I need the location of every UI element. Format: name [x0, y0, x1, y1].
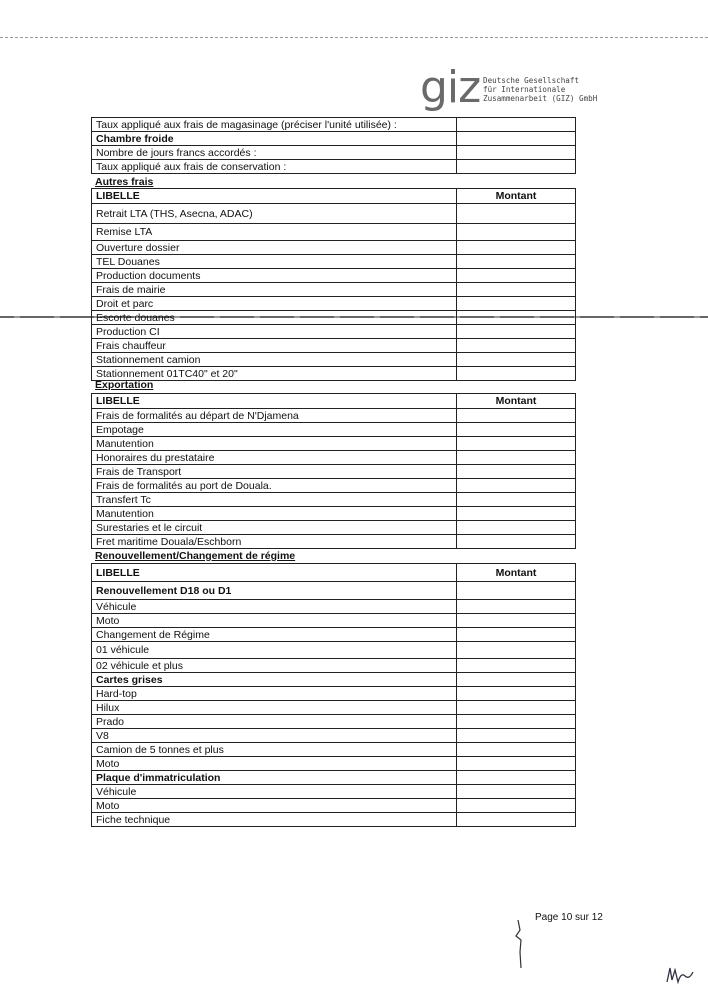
table-row [92, 297, 576, 311]
amount-cell [457, 297, 576, 311]
amount-cell [457, 423, 576, 437]
amount-cell [457, 283, 576, 297]
amount-cell [457, 771, 576, 785]
header-libelle: LIBELLE [92, 564, 457, 582]
row-label: Hard-top [92, 687, 457, 701]
initial-mark-icon [510, 918, 530, 970]
table-row [92, 785, 576, 799]
row-label: Camion de 5 tonnes et plus [92, 743, 457, 757]
giz-logo-mark: giz [420, 62, 481, 113]
table-row [92, 729, 576, 743]
row-label: Surestaries et le circuit [92, 521, 457, 535]
row-label: Plaque d'immatriculation [92, 771, 457, 785]
amount-cell [457, 582, 576, 600]
amount-cell [457, 325, 576, 339]
row-label: Renouvellement D18 ou D1 [92, 582, 457, 600]
amount-cell [457, 465, 576, 479]
header-montant: Montant [457, 394, 576, 409]
amount-cell [457, 118, 576, 132]
table-row [92, 353, 576, 367]
table-row [92, 241, 576, 255]
section-title-autres-frais: Autres frais [95, 176, 154, 188]
row-label: Prado [92, 715, 457, 729]
header-libelle: LIBELLE [92, 189, 457, 204]
table-row [92, 757, 576, 771]
amount-cell [457, 813, 576, 827]
table-row [92, 146, 576, 160]
section-title-renouvellement: Renouvellement/Changement de régime [95, 550, 296, 562]
table-row [92, 799, 576, 813]
row-label: Taux appliqué aux frais de magasinage (préciser l'unité utilisée) : [92, 118, 457, 132]
amount-cell [457, 451, 576, 465]
row-label: Hilux [92, 701, 457, 715]
amount-cell [457, 146, 576, 160]
row-label: Véhicule [92, 785, 457, 799]
row-label: Droit et parc [92, 297, 457, 311]
table-header [92, 394, 576, 409]
table-row [92, 600, 576, 614]
table-row [92, 535, 576, 549]
header-montant: Montant [457, 189, 576, 204]
row-label: Empotage [92, 423, 457, 437]
amount-cell [457, 255, 576, 269]
amount-cell [457, 160, 576, 174]
amount-cell [457, 701, 576, 715]
row-label: Frais chauffeur [92, 339, 457, 353]
amount-cell [457, 614, 576, 628]
table-row [92, 628, 576, 642]
row-label: Fiche technique [92, 813, 457, 827]
table-header [92, 189, 576, 204]
row-label: Manutention [92, 507, 457, 521]
row-label: Fret maritime Douala/Eschborn [92, 535, 457, 549]
header-libelle: LIBELLE [92, 394, 457, 409]
table-row [92, 642, 576, 659]
logo-line-1: Deutsche Gesellschaft [483, 76, 580, 85]
amount-cell [457, 687, 576, 701]
row-label: Stationnement camion [92, 353, 457, 367]
row-label: Frais de formalités au départ de N'Djamena [92, 409, 457, 423]
table-row [92, 614, 576, 628]
amount-cell [457, 535, 576, 549]
row-label: Moto [92, 614, 457, 628]
table-row [92, 521, 576, 535]
storage-table [91, 117, 576, 174]
amount-cell [457, 224, 576, 241]
amount-cell [457, 521, 576, 535]
row-label: Chambre froide [92, 132, 457, 146]
table-row [92, 423, 576, 437]
scan-line-top [0, 37, 708, 38]
table-row [92, 311, 576, 325]
table-row [92, 465, 576, 479]
row-label: TEL Douanes [92, 255, 457, 269]
row-label: Honoraires du prestataire [92, 451, 457, 465]
amount-cell [457, 757, 576, 771]
autres-frais-table [91, 188, 576, 381]
amount-cell [457, 367, 576, 381]
renouvellement-table [91, 563, 576, 827]
page-number: Page 10 sur 12 [535, 912, 603, 923]
exportation-table [91, 393, 576, 549]
table-row [92, 118, 576, 132]
table-row [92, 160, 576, 174]
table-header [92, 564, 576, 582]
row-label: Production documents [92, 269, 457, 283]
amount-cell [457, 715, 576, 729]
logo-line-2: für Internationale [483, 85, 566, 94]
table-row [92, 204, 576, 224]
table-row [92, 437, 576, 451]
amount-cell [457, 241, 576, 255]
row-label: V8 [92, 729, 457, 743]
row-label: Frais de formalités au port de Douala. [92, 479, 457, 493]
row-label: Remise LTA [92, 224, 457, 241]
table-row [92, 715, 576, 729]
table-row [92, 813, 576, 827]
row-label: 02 véhicule et plus [92, 659, 457, 673]
row-label: Nombre de jours francs accordés : [92, 146, 457, 160]
table-row [92, 659, 576, 673]
handwritten-initials-icon [665, 962, 697, 988]
amount-cell [457, 659, 576, 673]
amount-cell [457, 409, 576, 423]
table-row [92, 224, 576, 241]
row-label: Retrait LTA (THS, Asecna, ADAC) [92, 204, 457, 224]
amount-cell [457, 743, 576, 757]
row-label: Ouverture dossier [92, 241, 457, 255]
amount-cell [457, 600, 576, 614]
row-label: Moto [92, 757, 457, 771]
amount-cell [457, 729, 576, 743]
table-row [92, 269, 576, 283]
row-label: Taux appliqué aux frais de conservation : [92, 160, 457, 174]
table-row [92, 582, 576, 600]
row-label: 01 véhicule [92, 642, 457, 659]
amount-cell [457, 493, 576, 507]
amount-cell [457, 479, 576, 493]
amount-cell [457, 311, 576, 325]
amount-cell [457, 642, 576, 659]
amount-cell [457, 785, 576, 799]
amount-cell [457, 437, 576, 451]
amount-cell [457, 507, 576, 521]
table-row [92, 255, 576, 269]
table-row [92, 507, 576, 521]
amount-cell [457, 799, 576, 813]
table-row [92, 132, 576, 146]
amount-cell [457, 353, 576, 367]
table-row [92, 339, 576, 353]
amount-cell [457, 673, 576, 687]
row-label: Frais de mairie [92, 283, 457, 297]
amount-cell [457, 269, 576, 283]
amount-cell [457, 204, 576, 224]
table-row [92, 325, 576, 339]
header-montant: Montant [457, 564, 576, 582]
row-label: Cartes grises [92, 673, 457, 687]
table-row [92, 701, 576, 715]
row-label: Moto [92, 799, 457, 813]
table-row [92, 771, 576, 785]
table-row [92, 479, 576, 493]
row-label: Changement de Régime [92, 628, 457, 642]
row-label: Manutention [92, 437, 457, 451]
table-row [92, 283, 576, 297]
table-row [92, 451, 576, 465]
row-label: Transfert Tc [92, 493, 457, 507]
table-row [92, 367, 576, 381]
row-label: Escorte douanes [92, 311, 457, 325]
amount-cell [457, 628, 576, 642]
table-row [92, 493, 576, 507]
table-row [92, 673, 576, 687]
logo-line-3: Zusammenarbeit (GIZ) GmbH [483, 94, 598, 103]
amount-cell [457, 132, 576, 146]
row-label: Véhicule [92, 600, 457, 614]
row-label: Stationnement 01TC40" et 20" [92, 367, 457, 381]
amount-cell [457, 339, 576, 353]
giz-logo-text [483, 76, 623, 103]
row-label: Production CI [92, 325, 457, 339]
table-row [92, 687, 576, 701]
table-row [92, 743, 576, 757]
row-label: Frais de Transport [92, 465, 457, 479]
table-row [92, 409, 576, 423]
section-title-exportation: Exportation [95, 379, 154, 391]
